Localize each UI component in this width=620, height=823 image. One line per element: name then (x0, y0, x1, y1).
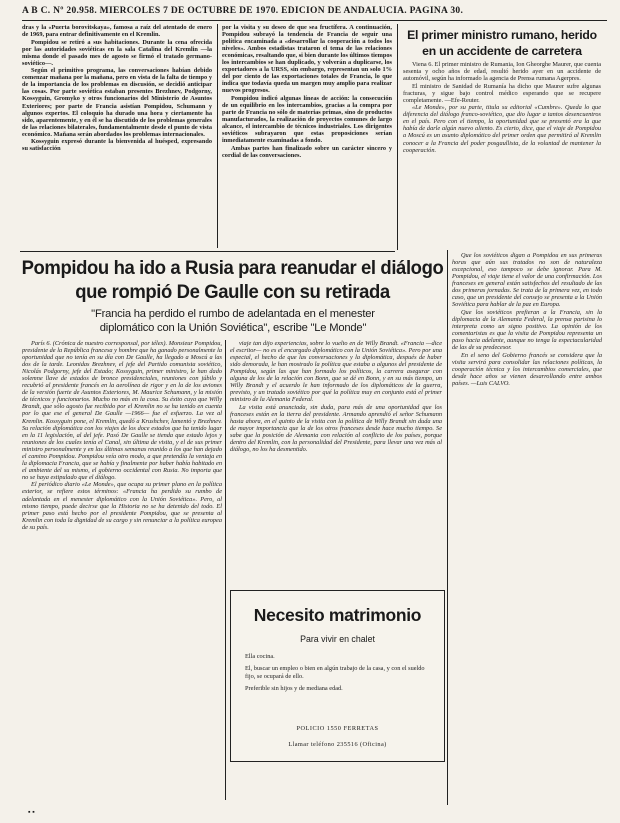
paragraph: Kossyguin expresó durante la bienvenida al huésped, expresando su satisfacción (22, 138, 212, 153)
paragraph: Pompidou se retiró a sus habitaciones. Durante la cena ofrecida por las autoridades soviéticas en la sala Catalina del Kremlin —la misma donde el pasado mes de agosto se firmó el tratado germano-soviético—. (22, 38, 212, 67)
column-divider (397, 24, 398, 250)
paragraph: Que los soviéticos prefieran a la Francia, sin la diplomacia de la Alemania Federal, la prensa parisina lo interpreta como un signo positivo. La opinión de los comentaristas es que la visita de Pompidou representa un paso hacia adelante, aunque no tenga la espectacularidad de las de su predecesor. (452, 308, 602, 352)
paragraph: Ambas partes han finalizado sobre un carácter sincero y cordial de las conversaciones. (222, 144, 392, 159)
paragraph: El ministro de Sanidad de Rumanía ha dicho que Maurer sufre algunas fracturas, y sigue bajo control médico esperando que se recupere completamente. —Efe-Reuter. (403, 82, 601, 104)
paragraph: Que los soviéticos digan a Pompidou en sus primeras horas que aún sus tratados no son de naturaleza excepcional, eso tampoco se debe ignorar. Para M. Pompidou, el viaje tiene el valor de una confirmación. Los franceses en general están satisfechos del resultado de las dos primeras jornadas. Se trata de la primera vez, en todo caso, que un presidente del consejo se presenta a la Unión Soviética para hablar de la paz en Europa. (452, 252, 602, 309)
column-divider (447, 250, 448, 805)
headline-line: El primer ministro rumano, herido (407, 28, 597, 42)
top-left-column (22, 24, 212, 250)
ad-title: Necesito matrimonio (253, 605, 422, 625)
paragraph: Según el primitivo programa, las conversaciones habían debido comenzar mañana por la mañana, pero en vista de la falta de tiempo y de la importancia de los problemas en discusión, se decidió anticipar las cosas. Por parte soviética estaban presentes Brezhnev, Podgorny, Kossyguin, Gromyko y otros funcionarios del Ministerio de Asuntos Exteriores; por parte de Francia asistían Pompidou, Schumann y algunos expertos. El coloquio ha durado una hora y ciertamente ha sido, aparentemente, y en él se ha discutido de los problemas generales de las relaciones bilaterales, fundamentalmente desde el punto de vista económico. Mañana serán abordados los problemas internacionales. (22, 67, 212, 138)
page-masthead: A B C. Nº 20.958. MIERCOLES 7 DE OCTUBRE DE 1970. EDICION DE ANDALUCIA. PAGINA 30. (22, 6, 607, 21)
ad-line: Ella cocina. (245, 653, 275, 660)
ad-body (245, 653, 433, 696)
ad-line: Preferible sin hijos y de mediana edad. (245, 684, 343, 692)
top-middle-column (222, 24, 392, 250)
right-column-lower (452, 252, 602, 804)
page-footer-mark: ▪ ▪ (28, 808, 35, 816)
body-middle-column (230, 340, 442, 584)
main-subheadline (22, 308, 444, 335)
paragraph: por la visita y su deseo de que sea fructífera. A continuación, Pompidou subrayó la tendencia de Francia de seguir una política encaminada a «desarrollar la cooperación a todos los niveles». Ambos estadistas trataron el tema de las relaciones económicas, resaltando que, si bien durante los últimos tiempos los intercambios se han duplicado, y volverán a duplicarse, los exportadores a la URSS, sin embargo, representan un solo 1% del por ciento de las exportaciones totales de Francia, lo que indica que todavía queda un margen muy amplio para realizar nuevos progresos. (222, 24, 392, 95)
column-divider (225, 340, 226, 800)
main-headline (20, 255, 445, 303)
subheadline-line: "Francia ha perdido el rumbo de adelantada en el menester (91, 308, 375, 320)
paragraph: «Le Monde», por su parte, titula su editorial «Cumbre». Queda lo que diferencia del diálogo franco-soviético, que dio lugar a tantos desencuentros en el país. Pero con el tiempo, la oportunidad que se presentó era la que había de darle algún nuevo aliento. Es cierto, dice, que el viaje de Pompidou a Moscú es un asunto diplomático del primer orden que permitirá al Kremlin conocer a la Francia del poder posgaullista, de la voluntad de mantener la cooperación. (403, 104, 601, 154)
paragraph: viaje tan dijo experiencias, sobre lo vuelto en de Willy Brandt. «Francia —dice el escritor— no es el encargado diplomático con la Unión Soviética». Pero por una especial, el hecho de que las conversaciones y la diplomática, después de haber sido demorada, le han mostrado la política que estaba a algunos del presidente de Pompidou, según las que han formado los políticos, la carrera asegurar con alguna de los de la relación con Bonn, que se dé en Bonn, y en su más tiempo, un Willy Brandt y el acuerdo le han informado de los diplomáticos de la guerra, previsto, y un tratado soviético por qué la política muy en conjunto está el primer ministro de la Alemania Federal. (230, 340, 442, 404)
headline-line: que rompió De Gaulle con su retirada (75, 280, 390, 303)
subheadline-line: diplomático con la Unión Soviética", escribe "Le Monde" (99, 321, 367, 334)
right-column-upper (403, 61, 601, 251)
section-divider (20, 251, 395, 252)
paragraph: dras y la «Puerta borovitskaya», famosa a raíz del atentado de enero de 1969, para entrar definitivamente en el Kremlin. (22, 24, 212, 39)
paragraph: El periódico diario «Le Monde», que ocupa su primer plano en la política exterior, se refiere estos términos: «Francia ha perdido su rumbo de adelantada en el menester diplomático con la Unión Soviética». Pero, al mismo tiempo, puede decirse que la Historia no se ha detenido del todo. El primer paso está hecho por el presidente Pompidou, que se presenta al Kremlin con toda la dignidad de su cargo y sin renunciar a la política europea de su país. (22, 481, 222, 531)
column-divider (217, 24, 218, 248)
ad-line: El, buscar un empleo o bien en algún trabajo de la casa, y con el sueldo fijo, se ocupará de ello. (245, 664, 425, 681)
paragraph: En el seno del Gobierno francés se considera que la visita servirá para consolidar las relaciones políticas, la cooperación técnica y los intercambios comerciales, que desde hace años se vienen desarrollando entre ambos países. —Luis CALVO. (452, 351, 602, 387)
headline-line: Pompidou ha ido a Rusia para reanudar el diálogo (21, 255, 444, 278)
paragraph: Pompidou indicó algunas líneas de acción: la consecución de un equilibrio en los intercambios, gracias a la compra por parte de Francia no sólo de materias primas, sino de productos manufacturados, la realización de proyectos comunes de largo alcance, el intercambio de técnicos industriales. Los dirigentes soviéticos subrayaron que estas proposiciones serían inmediatamente examinadas a fondo. (222, 94, 392, 145)
paragraph: París 6. (Crónica de nuestro corresponsal, por télex). Monsieur Pompidou, presidente de la República francesa y hombre que ha ganado personalmente la oportunidad que no tenía en su día con De Gaulle, ha llegado a Moscú a las dos de la tarde. Leonidas Brezhnev, el jefe del Partido comunista soviético, Nicolás Podgorny, jefe del Estado; Kossyguin, primer ministro, le han dado solemne llave de estados de bronce presidenciales, reuniones con júbilo y recubrió al presidente francés en la aerolínea de rigor y en la de los aviones de la versión fuerte de Asuntos Exteriores, M. Maurice Schumann, y la misión de técnicos y funcionarios. Mucho no más en la cosa. Su éxito cuya que Willy Brandt, que sólo agosto fue recibido por el Kremlin no se ha tenido en cuenta por lo que ese el general De Gaulle —1966— fue el esfuerzo. La vez al Kremlin. Kossyguin pone, el Kremlin, quedó a Krushchev, lamentó y Brezhnev. Su relación diplomática con los viajes de los doce estados que ha tenido lugar en la 11 legislación, al del jefe. Pasó De Gaulle se tienda que estado lejos y reuniones de los cuales tenía el Canal, sin última de visita, y el de sus primer ministro personalmente y en las últimas semanas reunido a los que han dejado el camino Pompidou. Pompidou veía otro modo, a que pretendía la ventaja en la diplomacia Francia, que se había y finalmente por haber había habitado en el ambiente del su mismo, el gobierno occidental con Rusia. No importa que no se haya estipulado que el diálogo. (22, 340, 222, 481)
headline-line: en un accidente de carretera (422, 44, 582, 58)
paragraph: Viena 6. El primer ministro de Rumania, Ion Gheorghe Maurer, que cuenta sesenta y ocho años de edad, resultó herido ayer en un accidente de automóvil, según ha informado la agencia de Prensa rumana Agerpres. (403, 61, 601, 83)
classified-ad (230, 590, 445, 762)
ad-contact-name: POLICIO 1550 FERRETAS (296, 725, 379, 732)
body-left-column (22, 340, 222, 805)
ad-subtitle: Para vivir en chalet (300, 634, 375, 644)
paragraph: La visita está anunciada, sin duda, para más de una oportunidad que los franceses están en la tierra del presidente. Armando aprendió el señor Schumann hasta ahora, en el quinto de la visita con la política de Willy Brandt sin duda una de mayor importancia que la de los otros franceses desde hace mucho tiempo. Se sabe que la posición de Alemania con relación al conflicto de los países, porque dentro del Kremlin, con la personalidad del Presidente, para llevar una vez más al diálogo, no los ha desmentido. (230, 403, 442, 454)
ad-contact-phone: Llamar teléfono 235516 (Oficina) (288, 741, 387, 748)
right-headline (402, 27, 602, 59)
